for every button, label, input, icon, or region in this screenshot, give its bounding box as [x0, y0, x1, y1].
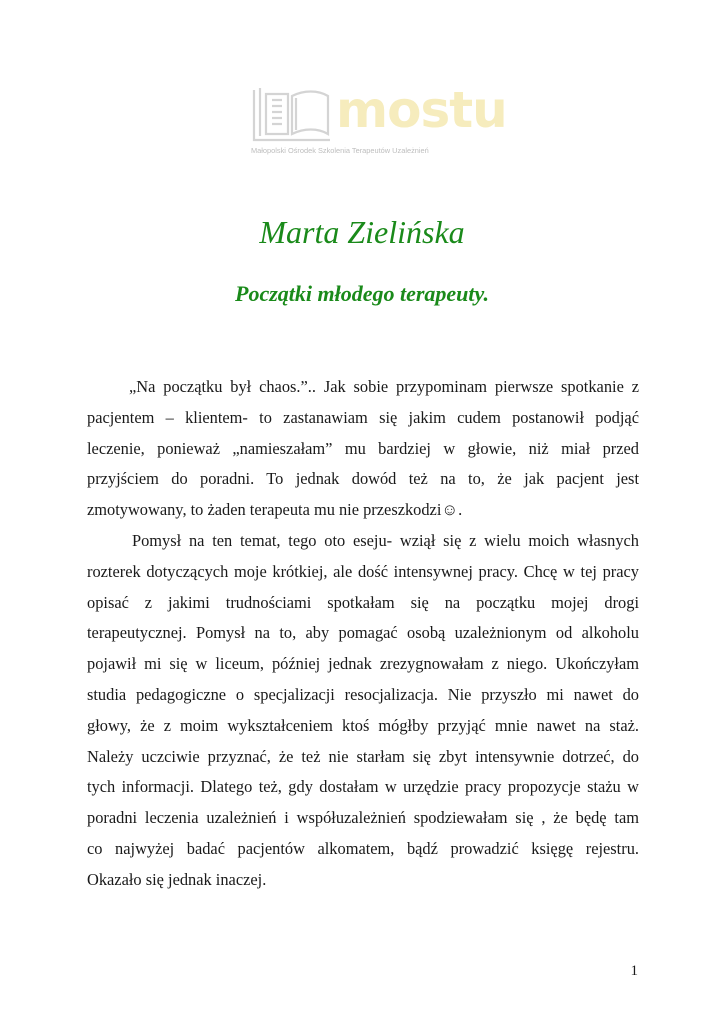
text-line: „Na początku był chaos.”.. Jak sobie przypominam pierwsze spotkanie z — [129, 377, 639, 396]
document-title: Początki młodego terapeuty. — [235, 281, 489, 306]
text-line: studia pedagogiczne o specjalizacji resocjalizacja. Nie przyszło mi nawet do — [87, 684, 639, 704]
text-line: przyjściem do poradni. To jednak dowód też na to, że jak pacjent jest — [87, 469, 639, 489]
text-line: zmotywowany, to żaden terapeuta mu nie przeszkodzi☺. — [87, 500, 463, 520]
text-line: leczenie, ponieważ „namieszałam” mu bardziej w głowie, niż miał przed — [87, 438, 639, 458]
text-line: Pomysł na ten temat, tego oto eseju- wziął się z wielu moich własnych — [132, 530, 639, 550]
text-line: Okazało się jednak inaczej. — [87, 869, 267, 889]
logo-name: mostu — [336, 81, 507, 139]
page-number: 1 — [630, 963, 638, 979]
book-logo-icon — [248, 84, 338, 146]
text-line: opisać z jakimi trudnościami spotkałam się na początku mojej drogi — [87, 592, 639, 612]
text-line: co najwyżej badać pacjentów alkomatem, bądź prowadzić księgę rejestru. — [87, 838, 639, 858]
text-line: pacjentem – klientem- to zastanawiam się jakim cudem postanowił podjąć — [87, 407, 639, 427]
author-name: Marta Zielińska — [259, 214, 465, 250]
paragraph-2 — [87, 526, 639, 896]
text-line: głowy, że z moim wykształceniem ktoś mógłby przyjąć mnie nawet na staż. — [87, 715, 639, 735]
text-line: poradni leczenia uzależnień i współuzależnień spodziewałam się , że będę tam — [87, 808, 639, 828]
text-line: Należy uczciwie przyznać, że też nie starłam się zbyt intensywnie dotrzeć, do — [87, 746, 639, 766]
text-line: terapeutycznej. Pomysł na to, aby pomagać osobą uzależnionym od alkoholu — [87, 623, 639, 643]
body-text — [87, 372, 639, 896]
text-line: pojawił mi się w liceum, później jednak zrezygnowałam z niego. Ukończyłam — [87, 654, 639, 674]
text-line: tych informacji. Dlatego też, gdy dostałam w urzędzie pracy propozycje stażu w — [87, 777, 639, 797]
text-line: rozterek dotyczących moje krótkiej, ale dość intensywnej pracy. Chcę w tej pracy — [87, 561, 639, 581]
logo — [248, 81, 507, 160]
paragraph-1 — [87, 372, 639, 526]
logo-subtitle: Małopolski Ośrodek Szkolenia Terapeutów Uzależnień — [251, 146, 429, 155]
